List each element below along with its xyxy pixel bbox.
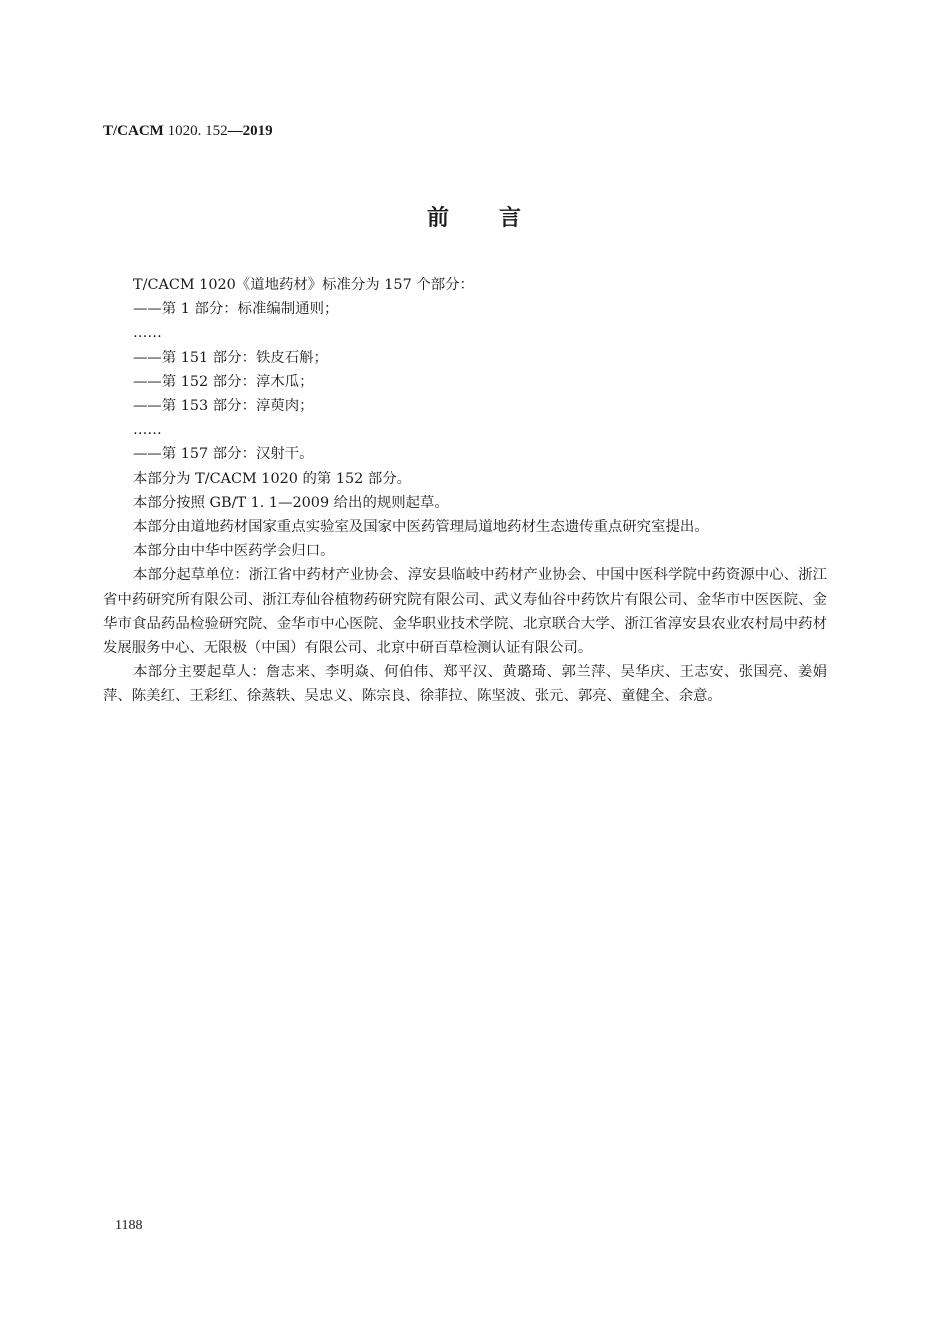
foreword-body	[103, 273, 827, 709]
part-list-item: ——第 157 部分：汉射干。	[133, 446, 314, 463]
standard-year: —2019	[227, 123, 273, 139]
part-list-item: ——第 153 部分：淳萸肉；	[133, 398, 314, 415]
standard-number: 1020. 152	[163, 123, 228, 139]
part-list-item: ——第 1 部分：标准编制通则；	[133, 301, 339, 318]
part-list-ellipsis: ……	[133, 325, 162, 342]
drafters-paragraph: 本部分主要起草人：詹志来、李明焱、何伯伟、郑平汉、黄璐琦、郭兰萍、吴华庆、王志安、张国亮、姜娟萍、陈美红、王彩红、徐蒸轶、吴忠义、陈宗良、徐菲拉、陈坚波、张元、郭亮、童健全、余意。	[103, 664, 827, 705]
part-list-ellipsis: ……	[133, 422, 162, 439]
standard-org: T/CACM	[103, 123, 164, 139]
this-part-paragraph: 本部分为 T/CACM 1020 的第 152 部分。	[133, 470, 412, 487]
part-list-item: ——第 151 部分：铁皮石斛；	[133, 349, 328, 366]
part-list-item: ——第 152 部分：淳木瓜；	[133, 373, 314, 390]
drafting-rules-paragraph: 本部分按照 GB/T 1. 1—2009 给出的规则起草。	[133, 494, 449, 511]
intro-paragraph: T/CACM 1020《道地药材》标准分为 157 个部分：	[133, 277, 474, 293]
managed-by-paragraph: 本部分由中华中医药学会归口。	[133, 543, 335, 560]
drafting-units-paragraph: 本部分起草单位：浙江省中药材产业协会、淳安县临岐中药材产业协会、中国中医科学院中药资源中心、浙江省中药研究所有限公司、浙江寿仙谷植物药研究院有限公司、武义寿仙谷中药饮片有限公司、金华市中医医院、金华市食品药品检验研究院、金华市中心医院、金华职业技术学院、北京联合大学、浙江省淳安县农业农村局中药材发展服务中心、无限极（中国）有限公司、北京中研百草检测认证有限公司。	[103, 567, 827, 657]
title-char-2: 言	[499, 205, 524, 231]
standard-code-header	[103, 121, 273, 141]
proposed-by-paragraph: 本部分由道地药材国家重点实验室及国家中医药管理局道地药材生态遗传重点研究室提出。	[133, 519, 709, 536]
page-title	[0, 204, 950, 232]
page-number: 1188	[115, 1218, 143, 1233]
title-char-1: 前	[426, 205, 451, 231]
